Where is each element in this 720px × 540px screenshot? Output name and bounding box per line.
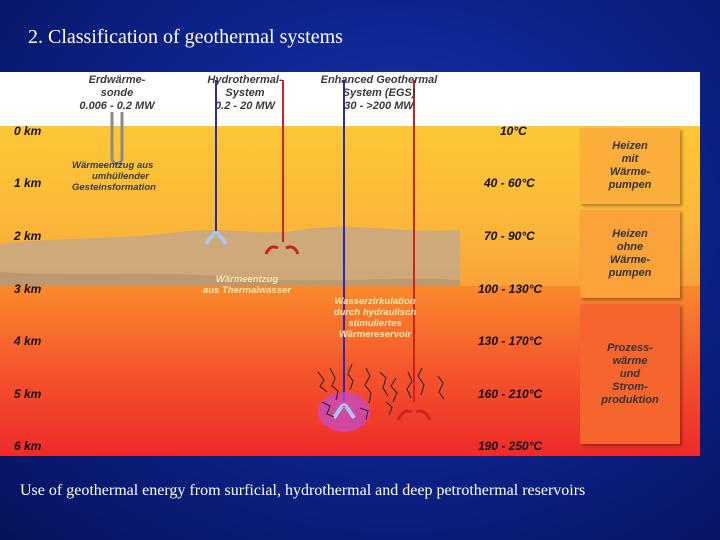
label-line: aus Thermalwasser — [202, 285, 292, 296]
label-line: stimuliertes — [348, 318, 402, 329]
label-line: Wasserzirkulation — [334, 296, 416, 307]
use-box-power-production — [580, 304, 680, 444]
label-line: Wärmereservoir — [338, 329, 412, 340]
temperature-label: 160 - 210°C — [478, 387, 543, 401]
column-header-egs — [304, 74, 454, 113]
column-name: sonde — [100, 87, 134, 99]
slide-title: 2. Classification of geothermal systems — [28, 26, 343, 48]
depth-label: 2 km — [14, 229, 42, 243]
temperature-label: 130 - 170°C — [478, 334, 543, 348]
column-power: 30 - >200 MW — [344, 100, 414, 112]
depth-label: 4 km — [14, 334, 42, 348]
use-box-heat-pump — [580, 128, 680, 204]
slide-caption: Use of geothermal energy from surficial, hydrothermal and deep petrothermal reservoirs — [20, 482, 586, 499]
use-text: Strom- — [612, 380, 648, 393]
use-text: wärme — [612, 354, 648, 367]
column-name: Enhanced Geothermal — [320, 74, 438, 86]
use-text: und — [619, 367, 641, 380]
use-text: Wärme- — [609, 254, 651, 266]
column-name: Erdwärme- — [88, 74, 146, 86]
depth-label: 5 km — [14, 387, 42, 401]
temperature-label: 40 - 60°C — [484, 176, 535, 190]
column-name: System — [225, 87, 265, 99]
label-line: umhüllender — [92, 171, 150, 182]
depth-label: 0 km — [14, 124, 42, 138]
temperature-label: 100 - 130°C — [478, 282, 543, 296]
borehole-probe — [112, 112, 122, 164]
use-text: Wärme- — [609, 166, 651, 178]
label-line: Wärmeentzug aus — [72, 160, 154, 171]
use-text: pumpen — [608, 179, 652, 191]
column-power: 0.2 - 20 MW — [215, 100, 275, 112]
use-text: Prozess- — [607, 341, 653, 354]
depth-label: 3 km — [14, 282, 42, 296]
use-text: ohne — [616, 241, 644, 253]
use-text: pumpen — [608, 267, 652, 279]
column-name: Hydrothermal- — [207, 74, 283, 86]
column-name: System (EGS) — [342, 87, 416, 99]
probe-label — [72, 160, 156, 193]
column-header-hydrothermal — [190, 74, 300, 113]
depth-label: 6 km — [14, 439, 42, 453]
temperature-label: 70 - 90°C — [484, 229, 535, 243]
hydro-label — [192, 274, 302, 296]
use-text: Heizen — [612, 228, 648, 240]
column-header-probe — [62, 74, 172, 113]
use-text: mit — [621, 153, 639, 165]
label-line: Wärmeentzug — [215, 274, 279, 285]
geothermal-diagram — [0, 72, 700, 456]
stimulated-reservoir-glow — [318, 392, 370, 432]
label-line: durch hydraulisch — [333, 307, 417, 318]
use-box-direct-heat — [580, 210, 680, 298]
temperature-label: 10°C — [500, 124, 527, 138]
label-line: Gesteinsformation — [72, 182, 156, 193]
column-power: 0.006 - 0.2 MW — [79, 100, 155, 112]
use-text: Heizen — [612, 140, 648, 152]
temperature-label: 190 - 250°C — [478, 439, 543, 453]
egs-label — [320, 296, 430, 340]
depth-label: 1 km — [14, 176, 42, 190]
use-text: produktion — [601, 393, 659, 406]
